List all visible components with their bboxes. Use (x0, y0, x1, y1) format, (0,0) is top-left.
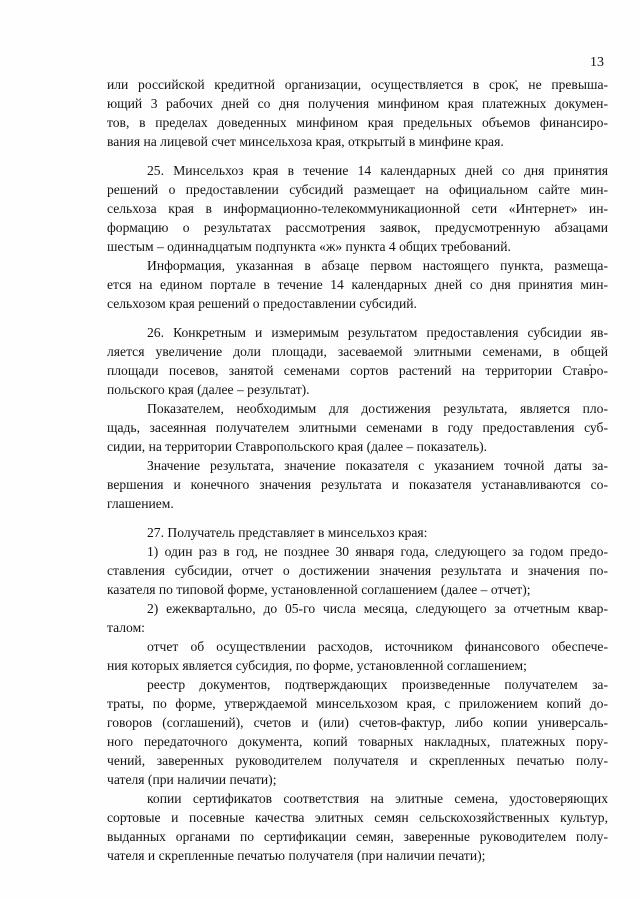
text-line: выданных органами по сертификации семян, заверенные руководителем полу- (107, 829, 608, 844)
text-line: формацию о результатах рассмотрения заявок, предусмотренную абзацами (107, 220, 608, 235)
text-line: или российской кредитной организации, осуществляется в срок, не превыша- (107, 77, 608, 92)
text-line: копии сертификатов соответствия на элитные семена, удостоверяющих (147, 791, 608, 806)
text-line: глашением. (107, 496, 174, 511)
text-line: ется на едином портале в течение 14 календарных дней со дня принятия мин- (107, 277, 608, 292)
text-line: чений, заверенных руководителем получателя и скрепленных печатью полу- (107, 753, 608, 768)
text-line: шестым – одиннадцатым подпункта «ж» пункта 4 общих требований. (107, 239, 511, 254)
text-line: сельхоза края в информационно-телекоммуникационной сети «Интернет» ин- (107, 201, 608, 216)
text-line: вания на лицевой счет минсельхоза края, открытый в минфине края. (107, 134, 504, 149)
text-line: говоров (соглашений), счетов и (или) счетов-фактур, либо копии универсаль- (107, 715, 608, 730)
text-line: ющий 3 рабочих дней со дня получения минфином края платежных докумен- (107, 96, 608, 111)
text-line: казателя по типовой форме, установленной соглашением (далее – отчет); (107, 582, 531, 597)
text-line: реестр документов, подтверждающих произведенные получателем за- (147, 677, 608, 692)
text-line: ного передаточного документа, копий товарных накладных, платежных пору- (107, 734, 608, 749)
text-line: сортовые и посевные качества элитных семян сельскохозяйственных культур, (107, 810, 608, 825)
text-line: 27. Получатель представляет в минсельхоз края: (147, 525, 428, 540)
text-line: площади посевов, занятой семенами сортов растений на территории Ставро- (107, 363, 608, 378)
text-line: Значение результата, значение показателя с указанием точной даты за- (147, 458, 608, 473)
text-line: Информация, указанная в абзаце первом настоящего пункта, размеща- (147, 258, 608, 273)
text-line: ния которых является субсидия, по форме, установленной соглашением; (107, 658, 527, 673)
text-line: польского края (далее – результат). (107, 382, 310, 397)
page-number: 13 (590, 55, 604, 70)
text-line: ляется увеличение доли площади, засеваемой элитными семенами, в общей (107, 344, 608, 359)
text-line: талом: (107, 620, 145, 635)
text-line: 25. Минсельхоз края в течение 14 календарных дней со дня принятия (147, 163, 608, 178)
text-line: решений о предоставлении субсидий размещает на официальном сайте мин- (107, 182, 608, 197)
text-line: сельхозом края решений о предоставлении субсидий. (107, 296, 417, 311)
text-line: 26. Конкретным и измеримым результатом предоставления субсидии яв- (147, 325, 608, 340)
text-line: вершения и конечного значения результата и показателя устанавливаются со- (107, 477, 608, 492)
text-line: сидии, на территории Ставропольского края (далее – показатель). (107, 439, 488, 454)
text-line: щадь, засеянная получателем элитными семенами в году предоставления суб- (107, 420, 608, 435)
text-line: 1) один раз в год, не позднее 30 января года, следующего за годом предо- (147, 544, 608, 559)
text-line: отчет об осуществлении расходов, источником финансового обеспече- (147, 639, 608, 654)
text-line: чателя (при наличии печати); (107, 772, 277, 787)
text-line: чателя и скрепленные печатью получателя (при наличии печати); (107, 848, 486, 863)
text-line: Показателем, необходимым для достижения результата, является пло- (147, 401, 608, 416)
text-line: ставления субсидии, отчет о достижении значения результата и значения по- (107, 563, 608, 578)
text-line: траты, по форме, утверждаемой минсельхозом края, с приложением копий до- (107, 696, 608, 711)
text-line: 2) ежеквартально, до 05-го числа месяца, следующего за отчетным квар- (147, 601, 608, 616)
text-line: тов, в пределах доведенных минфином края предельных объемов финансиро- (107, 115, 608, 130)
